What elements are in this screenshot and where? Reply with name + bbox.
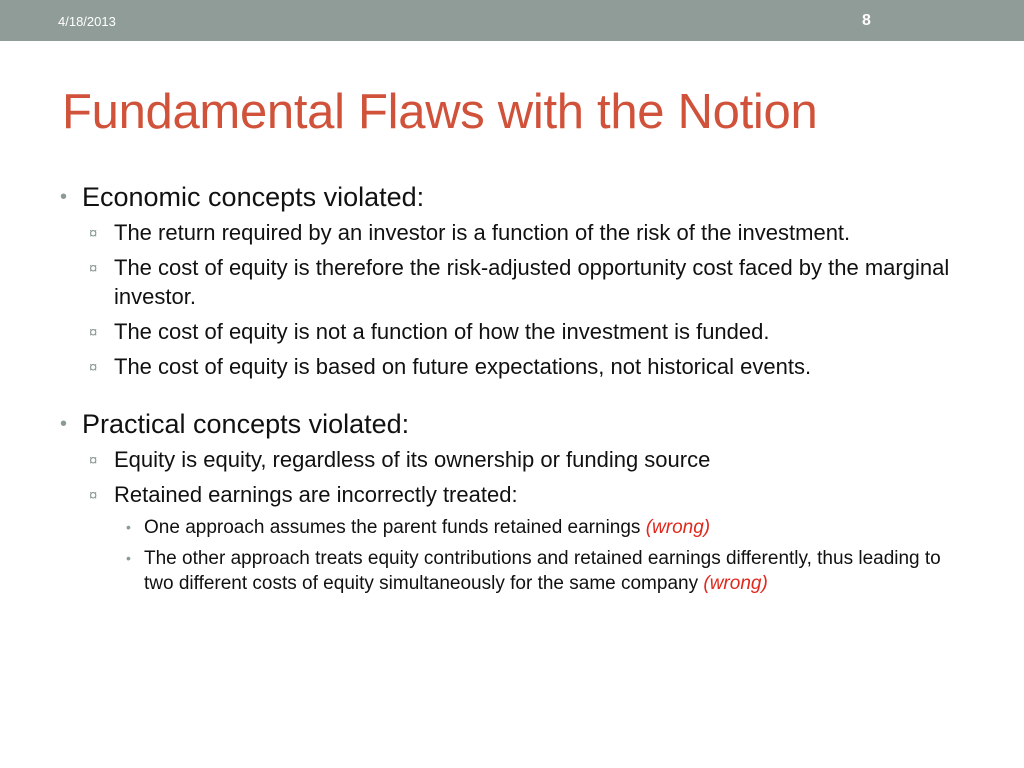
- list-item-text: Equity is equity, regardless of its ownership or funding source: [114, 447, 711, 472]
- list-item: [58, 352, 954, 381]
- spacer: [58, 387, 978, 407]
- bullet-economic: [58, 180, 978, 214]
- bullet-dot-icon: •: [60, 186, 68, 208]
- sub-list-item-text: The other approach treats equity contributions and retained earnings differently, thus leading to two different costs of equity simultaneously for the same company: [144, 548, 941, 594]
- currency-bullet-icon: ¤: [89, 324, 98, 341]
- list-item-text: The return required by an investor is a function of the risk of the investment.: [114, 220, 851, 245]
- slide-title: Fundamental Flaws with the Notion: [62, 85, 818, 139]
- currency-bullet-icon: ¤: [89, 487, 98, 504]
- list-item-text: The cost of equity is based on future expectations, not historical events.: [114, 354, 812, 379]
- list-item: [58, 218, 954, 247]
- currency-bullet-icon: ¤: [89, 452, 98, 469]
- list-item: [58, 445, 954, 474]
- sub-list-item: [58, 515, 964, 540]
- slide-number: 8: [862, 12, 871, 29]
- bullet-dot-icon: •: [60, 413, 68, 435]
- bullet-dot-icon: •: [126, 519, 131, 535]
- bullet-practical-label: Practical concepts violated:: [82, 409, 410, 439]
- bullet-economic-label: Economic concepts violated:: [82, 182, 425, 212]
- sub-list-item: [58, 546, 964, 596]
- list-item: [58, 253, 954, 311]
- currency-bullet-icon: ¤: [89, 359, 98, 376]
- slide-body: [58, 180, 978, 602]
- header-bar: [0, 0, 1024, 41]
- wrong-tag: (wrong): [645, 517, 711, 538]
- list-item-text: The cost of equity is therefore the risk-adjusted opportunity cost faced by the marginal investor.: [114, 255, 950, 309]
- currency-bullet-icon: ¤: [89, 225, 98, 242]
- sub-list-item-text: One approach assumes the parent funds retained earnings: [144, 517, 646, 538]
- slide-date: 4/18/2013: [58, 14, 116, 29]
- list-item: [58, 317, 954, 346]
- list-item: [58, 480, 954, 509]
- list-item-text: The cost of equity is not a function of how the investment is funded.: [114, 319, 770, 344]
- bullet-practical: [58, 407, 978, 441]
- list-item-text: Retained earnings are incorrectly treated:: [114, 482, 518, 507]
- wrong-tag: (wrong): [703, 573, 768, 594]
- currency-bullet-icon: ¤: [89, 260, 98, 277]
- bullet-dot-icon: •: [126, 550, 131, 566]
